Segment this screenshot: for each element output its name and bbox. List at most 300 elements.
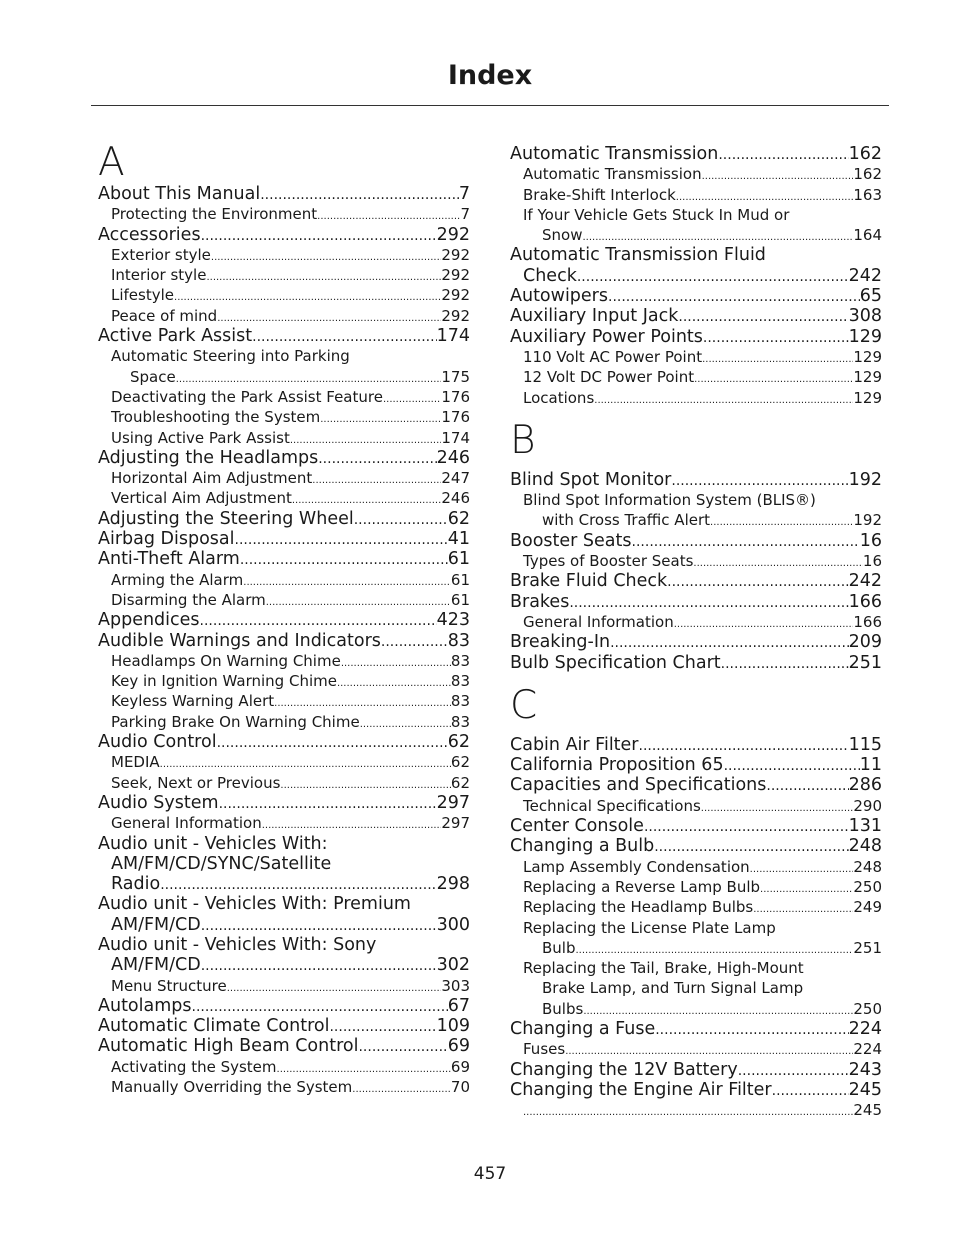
index-entry <box>98 915 470 935</box>
entry-label: Types of Booster Seats <box>523 552 694 571</box>
dot-leader <box>243 570 451 590</box>
entry-page-number: 297 <box>436 792 470 813</box>
dot-leader <box>266 590 451 610</box>
entry-page-number: 308 <box>848 306 882 327</box>
entry-page-number: 300 <box>436 914 470 935</box>
dot-leader <box>317 204 460 224</box>
index-entry-text: AM/FM/CD/SYNC/Satellite <box>111 853 332 874</box>
dot-leader <box>320 407 441 427</box>
entry-page-number: 109 <box>436 1016 470 1037</box>
entry-label: Automatic Transmission <box>510 144 719 164</box>
entry-label: Seek, Next or Previous <box>111 773 281 792</box>
entry-page-number: 164 <box>853 226 882 245</box>
entry-page-number: 292 <box>441 286 470 305</box>
index-subentry <box>98 367 470 387</box>
entry-label: Using Active Park Assist <box>111 428 290 447</box>
entry-label: Check <box>523 265 577 286</box>
index-entry <box>98 326 470 346</box>
dot-leader <box>290 428 441 448</box>
dot-leader <box>565 1039 853 1059</box>
dot-leader <box>693 551 863 571</box>
dot-leader <box>274 691 451 711</box>
entry-page-number: 249 <box>853 898 882 917</box>
dot-leader <box>383 387 441 407</box>
index-entry <box>98 225 470 245</box>
entry-page-number: 166 <box>848 591 882 612</box>
dot-leader <box>753 897 853 917</box>
index-subentry <box>98 570 470 590</box>
entry-page-number: 69 <box>450 1057 470 1076</box>
entry-page-number: 129 <box>853 388 882 407</box>
entry-label: Locations <box>523 388 595 407</box>
entry-label: Key in Ignition Warning Chime <box>111 672 337 691</box>
entry-page-number: 16 <box>859 530 882 551</box>
dot-leader <box>577 266 849 286</box>
entry-label: Adjusting the Steering Wheel <box>98 508 354 529</box>
dot-leader <box>341 651 451 671</box>
entry-page-number: 292 <box>436 224 470 245</box>
index-entry <box>510 144 882 164</box>
entry-page-number: 423 <box>436 610 470 631</box>
entry-label: AM/FM/CD <box>111 955 201 976</box>
entry-label: 12 Volt DC Power Point <box>523 368 695 387</box>
index-entry <box>510 1080 882 1100</box>
section-letter: C <box>510 682 538 728</box>
entry-label: Horizontal Aim Adjustment <box>111 469 313 488</box>
entry-label: Adjusting the Headlamps <box>98 447 319 468</box>
dot-leader <box>750 857 854 877</box>
index-subentry <box>98 1057 470 1077</box>
dot-leader <box>201 955 437 975</box>
entry-page-number: 243 <box>848 1059 882 1080</box>
index-entry <box>510 816 882 836</box>
entry-page-number: 246 <box>441 489 470 508</box>
dot-leader <box>318 448 436 468</box>
entry-page-number: 7 <box>460 205 470 224</box>
dot-leader <box>160 874 436 894</box>
entry-label: Exterior style <box>111 245 211 264</box>
entry-label: Center Console <box>510 816 644 837</box>
index-subentry <box>98 245 470 265</box>
index-subentry <box>98 671 470 691</box>
entry-page-number: 290 <box>853 796 882 815</box>
index-subentry <box>98 204 470 224</box>
index-entry <box>510 755 882 775</box>
dot-leader <box>772 1080 849 1100</box>
dot-leader <box>569 592 848 612</box>
entry-page-number: 192 <box>848 469 882 490</box>
dot-leader <box>262 813 442 833</box>
entry-page-number: 129 <box>848 326 882 347</box>
dot-leader <box>702 164 854 184</box>
dot-leader <box>329 1016 436 1036</box>
index-entry <box>98 732 470 752</box>
dot-leader <box>676 185 854 205</box>
entry-label: Breaking-In <box>510 632 611 653</box>
dot-leader <box>523 1100 853 1120</box>
index-entry <box>98 509 470 529</box>
entry-label: General Information <box>111 814 262 833</box>
dot-leader <box>337 671 451 691</box>
index-subentry <box>98 590 470 610</box>
index-subentry <box>510 1100 882 1120</box>
index-subentry <box>98 468 470 488</box>
entry-label: Changing the 12V Battery <box>510 1059 738 1080</box>
entry-page-number: 131 <box>848 816 882 837</box>
entry-label: Automatic High Beam Control <box>98 1036 359 1057</box>
index-entry <box>510 531 882 551</box>
dot-leader <box>678 306 848 326</box>
index-entry <box>510 327 882 347</box>
entry-label: Auxiliary Input Jack <box>510 306 679 327</box>
dot-leader <box>583 999 853 1019</box>
index-entry-text: Audio unit - Vehicles With: Premium <box>98 894 411 915</box>
entry-label: Menu Structure <box>111 976 227 995</box>
index-entry <box>98 610 470 630</box>
index-entry-text: Brake Lamp, and Turn Signal Lamp <box>542 979 804 998</box>
entry-label: Changing the Engine Air Filter <box>510 1079 772 1100</box>
entry-label: Booster Seats <box>510 530 632 551</box>
dot-leader <box>235 529 448 549</box>
entry-label: Changing a Bulb <box>510 836 655 857</box>
entry-label: California Proposition 65 <box>510 755 724 776</box>
index-entry <box>510 266 882 286</box>
entry-label: Capacities and Specifications <box>510 775 767 796</box>
dot-leader <box>201 915 437 935</box>
entry-label: MEDIA <box>111 753 160 772</box>
index-subentry <box>98 306 470 326</box>
entry-label: Automatic Climate Control <box>98 1016 330 1037</box>
index-entry <box>510 306 882 326</box>
entry-page-number: 302 <box>436 955 470 976</box>
index-entry-text: Audio unit - Vehicles With: <box>98 833 328 854</box>
entry-label: Auxiliary Power Points <box>510 326 703 347</box>
index-column-right <box>510 144 882 1120</box>
index-entry <box>510 653 882 673</box>
entry-label: Accessories <box>98 224 201 245</box>
entry-label: Space <box>130 367 176 386</box>
dot-leader <box>160 752 451 772</box>
dot-leader <box>176 367 442 387</box>
entry-label: AM/FM/CD <box>111 914 201 935</box>
entry-page-number: 83 <box>450 672 470 691</box>
entry-page-number: 250 <box>853 877 882 896</box>
title-divider <box>91 105 889 106</box>
index-subentry <box>98 752 470 772</box>
entry-label: Headlamps On Warning Chime <box>111 651 341 670</box>
entry-label: Protecting the Environment <box>111 205 318 224</box>
dot-leader <box>694 367 853 387</box>
entry-label: Replacing the Headlamp Bulbs <box>523 898 754 917</box>
entry-page-number: 61 <box>450 570 470 589</box>
dot-leader <box>608 286 860 306</box>
index-subentry <box>510 1039 882 1059</box>
entry-page-number: 286 <box>848 775 882 796</box>
index-subentry <box>510 938 882 958</box>
index-entry-text: Replacing the Tail, Brake, High-Mount <box>523 959 804 978</box>
entry-page-number: 224 <box>853 1040 882 1059</box>
dot-leader <box>277 1057 451 1077</box>
dot-leader <box>280 773 450 793</box>
index-subentry <box>510 225 882 245</box>
page-title: Index <box>447 60 533 91</box>
index-subentry <box>98 1077 470 1097</box>
entry-label: Deactivating the Park Assist Feature <box>111 387 383 406</box>
entry-page-number: 83 <box>450 692 470 711</box>
entry-page-number: 62 <box>450 773 470 792</box>
entry-label: Activating the System <box>111 1057 277 1076</box>
dot-leader <box>610 632 849 652</box>
dot-leader <box>227 976 442 996</box>
index-entry <box>98 448 470 468</box>
index-entry <box>510 1060 882 1080</box>
index-entry <box>98 631 470 651</box>
entry-page-number: 129 <box>853 368 882 387</box>
entry-page-number: 69 <box>447 1036 470 1057</box>
index-subentry <box>98 387 470 407</box>
entry-page-number: 83 <box>450 712 470 731</box>
entry-page-number: 209 <box>848 632 882 653</box>
index-entry-text: If Your Vehicle Gets Stuck In Mud or <box>523 205 790 224</box>
index-subentry <box>510 347 882 367</box>
index-subentry <box>98 976 470 996</box>
index-entry <box>98 549 470 569</box>
dot-leader <box>655 1019 848 1039</box>
dot-leader <box>667 571 848 591</box>
entry-label: Radio <box>111 874 161 895</box>
entry-label: Appendices <box>98 610 200 631</box>
index-entry <box>98 793 470 813</box>
entry-page-number: 62 <box>450 753 470 772</box>
dot-leader <box>724 755 860 775</box>
entry-label: Interior style <box>111 266 207 285</box>
index-subentry <box>98 651 470 671</box>
entry-label: Autolamps <box>98 995 192 1016</box>
entry-page-number: 176 <box>441 387 470 406</box>
entry-page-number: 247 <box>441 469 470 488</box>
section-letter: A <box>98 140 125 185</box>
index-subentry <box>510 164 882 184</box>
entry-label: Parking Brake On Warning Chime <box>111 712 360 731</box>
index-subentry <box>98 407 470 427</box>
entry-page-number: 62 <box>447 508 470 529</box>
entry-page-number: 251 <box>848 652 882 673</box>
index-subentry <box>98 428 470 448</box>
entry-page-number: 162 <box>853 165 882 184</box>
entry-label: Bulbs <box>542 999 584 1018</box>
dot-leader <box>703 327 849 347</box>
entry-label: Bulb <box>542 938 576 957</box>
index-entry <box>510 632 882 652</box>
index-entry <box>510 470 882 490</box>
dot-leader <box>252 326 436 346</box>
dot-leader <box>352 1077 451 1097</box>
entry-label: with Cross Traffic Alert <box>542 511 711 530</box>
index-subentry <box>98 285 470 305</box>
entry-label: Disarming the Alarm <box>111 590 266 609</box>
entry-page-number: 70 <box>450 1078 470 1097</box>
dot-leader <box>760 877 853 897</box>
index-column-left <box>98 128 470 1097</box>
entry-page-number: 163 <box>853 185 882 204</box>
entry-page-number: 61 <box>450 590 470 609</box>
entry-page-number: 297 <box>441 814 470 833</box>
entry-page-number: 192 <box>853 511 882 530</box>
entry-label: Autowipers <box>510 286 608 307</box>
dot-leader <box>312 468 441 488</box>
entry-label: Audio Control <box>98 732 217 753</box>
entry-label: Arming the Alarm <box>111 570 244 589</box>
entry-page-number: 251 <box>853 938 882 957</box>
entry-label: Technical Specifications <box>523 796 701 815</box>
dot-leader <box>644 816 849 836</box>
entry-page-number: 292 <box>441 306 470 325</box>
entry-label: About This Manual <box>98 184 261 204</box>
entry-page-number: 176 <box>441 408 470 427</box>
entry-label: Lamp Assembly Condensation <box>523 857 750 876</box>
dot-leader <box>654 836 848 856</box>
entry-label: Troubleshooting the System <box>111 408 321 427</box>
index-entry <box>510 1019 882 1039</box>
entry-label: Brake Fluid Check <box>510 571 668 592</box>
dot-leader <box>217 732 448 752</box>
entry-label: Vertical Aim Adjustment <box>111 489 292 508</box>
entry-page-number: 248 <box>848 836 882 857</box>
dot-leader <box>217 306 441 326</box>
entry-page-number: 242 <box>848 265 882 286</box>
entry-page-number: 83 <box>447 630 470 651</box>
entry-page-number: 67 <box>447 995 470 1016</box>
entry-page-number: 298 <box>436 874 470 895</box>
dot-leader <box>639 735 849 755</box>
entry-page-number: 250 <box>853 999 882 1018</box>
dot-leader <box>671 470 848 490</box>
index-subentry <box>510 367 882 387</box>
dot-leader <box>292 488 442 508</box>
index-subentry <box>510 551 882 571</box>
entry-label: Anti-Theft Alarm <box>98 549 240 570</box>
index-entry-text: Replacing the License Plate Lamp <box>523 918 776 937</box>
index-entry <box>510 836 882 856</box>
dot-leader <box>200 610 437 630</box>
index-subentry <box>510 857 882 877</box>
entry-page-number: 246 <box>436 447 470 468</box>
dot-leader <box>576 938 854 958</box>
index-subentry <box>98 712 470 732</box>
index-entry <box>510 571 882 591</box>
entry-label: Bulb Specification Chart <box>510 652 721 673</box>
dot-leader <box>766 775 848 795</box>
index-subentry <box>98 265 470 285</box>
entry-label: Audible Warnings and Indicators <box>98 630 381 651</box>
dot-leader <box>192 996 448 1016</box>
index-entry <box>510 735 882 755</box>
dot-leader <box>201 225 437 245</box>
index-entry-text: Automatic Steering into Parking <box>111 347 350 366</box>
index-subentry <box>510 185 882 205</box>
entry-label: Lifestyle <box>111 286 175 305</box>
dot-leader <box>174 285 441 305</box>
dot-leader <box>710 510 853 530</box>
index-subentry <box>98 773 470 793</box>
index-entry <box>98 955 470 975</box>
dot-leader <box>701 796 854 816</box>
dot-leader <box>219 793 437 813</box>
index-subentry <box>510 796 882 816</box>
entry-page-number: 11 <box>859 755 882 776</box>
index-entry-text: Automatic Transmission Fluid <box>510 245 766 266</box>
index-entry-text: Blind Spot Information System (BLIS®) <box>523 491 816 510</box>
entry-label: Peace of mind <box>111 306 218 325</box>
index-subentry <box>510 510 882 530</box>
index-subentry <box>510 999 882 1019</box>
index-entry <box>98 1016 470 1036</box>
index-entry <box>98 529 470 549</box>
index-entry <box>510 775 882 795</box>
entry-label: Changing a Fuse <box>510 1018 656 1039</box>
entry-page-number: 62 <box>447 732 470 753</box>
entry-page-number: 174 <box>436 326 470 347</box>
index-entry <box>98 1036 470 1056</box>
entry-page-number: 41 <box>447 529 470 550</box>
index-entry <box>98 996 470 1016</box>
entry-page-number: 224 <box>848 1018 882 1039</box>
index-subentry <box>98 488 470 508</box>
index-subentry <box>98 813 470 833</box>
entry-label: Brake-Shift Interlock <box>523 185 676 204</box>
index-subentry <box>510 897 882 917</box>
index-subentry <box>510 877 882 897</box>
entry-page-number: 61 <box>447 549 470 570</box>
entry-page-number: 248 <box>853 857 882 876</box>
entry-page-number: 303 <box>441 976 470 995</box>
index-entry-text: Audio unit - Vehicles With: Sony <box>98 934 377 955</box>
dot-leader <box>354 509 448 529</box>
entry-label: Automatic Transmission <box>523 165 702 184</box>
entry-page-number: 245 <box>853 1101 882 1120</box>
entry-page-number: 16 <box>862 552 882 571</box>
dot-leader <box>718 144 848 164</box>
entry-page-number: 245 <box>848 1079 882 1100</box>
dot-leader <box>721 653 849 673</box>
entry-label: Airbag Disposal <box>98 529 235 550</box>
index-subentry <box>98 691 470 711</box>
entry-page-number: 7 <box>458 184 470 204</box>
dot-leader <box>206 265 441 285</box>
entry-page-number: 129 <box>853 347 882 366</box>
dot-leader <box>738 1060 849 1080</box>
entry-page-number: 115 <box>848 734 882 755</box>
entry-page-number: 175 <box>441 367 470 386</box>
index-entry <box>98 184 470 204</box>
entry-page-number: 292 <box>441 266 470 285</box>
index-subentry <box>510 388 882 408</box>
entry-page-number: 65 <box>859 286 882 307</box>
entry-label: Audio System <box>98 792 219 813</box>
dot-leader <box>702 347 853 367</box>
entry-label: Brakes <box>510 591 570 612</box>
entry-page-number: 292 <box>441 245 470 264</box>
entry-label: General Information <box>523 612 674 631</box>
dot-leader <box>360 712 451 732</box>
entry-label: Snow <box>542 226 583 245</box>
entry-label: Fuses <box>523 1040 566 1059</box>
dot-leader <box>632 531 860 551</box>
dot-leader <box>260 184 459 204</box>
entry-label: Keyless Warning Alert <box>111 692 275 711</box>
index-entry <box>98 874 470 894</box>
entry-page-number: 166 <box>853 612 882 631</box>
